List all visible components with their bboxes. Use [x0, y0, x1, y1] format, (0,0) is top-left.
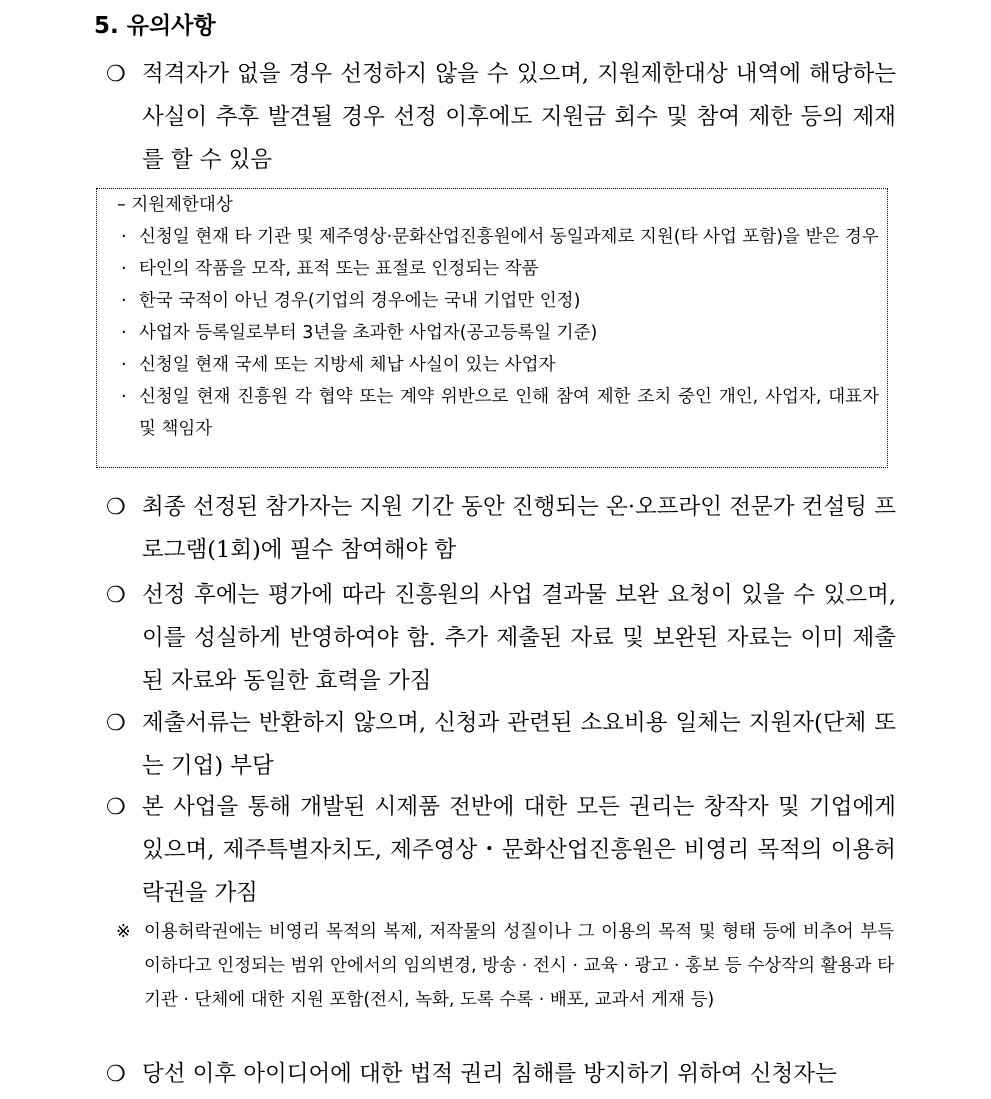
circle-bullet-icon: ❍	[106, 62, 126, 87]
reference-mark-icon: ※	[116, 922, 131, 942]
restriction-item	[111, 221, 879, 253]
license-note	[116, 915, 894, 1017]
section-title: 5. 유의사항	[94, 13, 216, 39]
restriction-item-text: 신청일 현재 진흥원 각 협약 또는 계약 위반으로 인해 참여 제한 조치 중인 개인, 사업자, 대표자 및 책임자	[139, 387, 879, 439]
restriction-item	[111, 253, 879, 285]
bullet-text: 당선 이후 아이디어에 대한 법적 권리 침해를 방지하기 위하여 신청자는	[142, 1061, 837, 1087]
restriction-item	[111, 349, 879, 381]
bullet-item	[106, 786, 896, 915]
circle-bullet-icon: ❍	[106, 795, 126, 820]
dot-marker: ·	[121, 387, 127, 407]
bullet-text: 적격자가 없을 경우 선정하지 않을 수 있으며, 지원제한대상 내역에 해당하는 사실이 추후 발견될 경우 선정 이후에도 지원금 회수 및 참여 제한 등의 제재를 할 수 있음	[142, 61, 896, 173]
bullet-item	[106, 1053, 896, 1096]
dot-marker: ·	[121, 227, 127, 247]
restriction-item	[111, 285, 879, 317]
circle-bullet-icon: ❍	[106, 495, 126, 520]
bullet-text: 본 사업을 통해 개발된 시제품 전반에 대한 모든 권리는 창작자 및 기업에게 있으며, 제주특별자치도, 제주영상・문화산업진흥원은 비영리 목적의 이용허락권을 가짐	[142, 794, 896, 906]
restriction-item-text: 한국 국적이 아닌 경우(기업의 경우에는 국내 기업만 인정)	[139, 291, 581, 311]
restriction-box-title: – 지원제한대상	[117, 195, 233, 215]
circle-bullet-icon: ❍	[106, 1062, 126, 1087]
restriction-item-text: 타인의 작품을 모작, 표적 또는 표절로 인정되는 작품	[139, 259, 539, 279]
bullet-item	[106, 702, 896, 788]
restriction-box	[96, 188, 888, 468]
dot-marker: ·	[121, 355, 127, 375]
restriction-item-text: 신청일 현재 타 기관 및 제주영상·문화산업진흥원에서 동일과제로 지원(타 사업 포함)을 받은 경우	[139, 227, 879, 247]
dot-marker: ·	[121, 291, 127, 311]
circle-bullet-icon: ❍	[106, 711, 126, 736]
restriction-item	[111, 317, 879, 349]
restriction-item	[111, 381, 879, 445]
dot-marker: ·	[121, 323, 127, 343]
circle-bullet-icon: ❍	[106, 583, 126, 608]
license-note-text: 이용허락권에는 비영리 목적의 복제, 저작물의 성질이나 그 이용의 목적 및 형태 등에 비추어 부득이하다고 인정되는 범위 안에서의 임의변경, 방송 · 전시 · 교육 · 광고 · 홍보 등 수상작의 활용과 타 기관 · 단체에 대한 지원 포함(전시, 녹화, 도록 수록 · 배포, 교과서 게재 등)	[144, 922, 894, 1010]
restriction-item-text: 신청일 현재 국세 또는 지방세 체납 사실이 있는 사업자	[139, 355, 556, 375]
bullet-item	[106, 486, 896, 572]
bullet-text: 제출서류는 반환하지 않으며, 신청과 관련된 소요비용 일체는 지원자(단체 또는 기업) 부담	[142, 710, 896, 779]
restriction-item-text: 사업자 등록일로부터 3년을 초과한 사업자(공고등록일 기준)	[139, 323, 598, 343]
bullet-text: 선정 후에는 평가에 따라 진흥원의 사업 결과물 보완 요청이 있을 수 있으며, 이를 성실하게 반영하여야 함. 추가 제출된 자료 및 보완된 자료는 이미 제출된 자료와 동일한 효력을 가짐	[142, 582, 896, 694]
bullet-item	[106, 574, 896, 703]
bullet-item	[106, 53, 896, 182]
dot-marker: ·	[121, 259, 127, 279]
bullet-text: 최종 선정된 참가자는 지원 기간 동안 진행되는 온·오프라인 전문가 컨설팅 프로그램(1회)에 필수 참여해야 함	[142, 494, 896, 563]
